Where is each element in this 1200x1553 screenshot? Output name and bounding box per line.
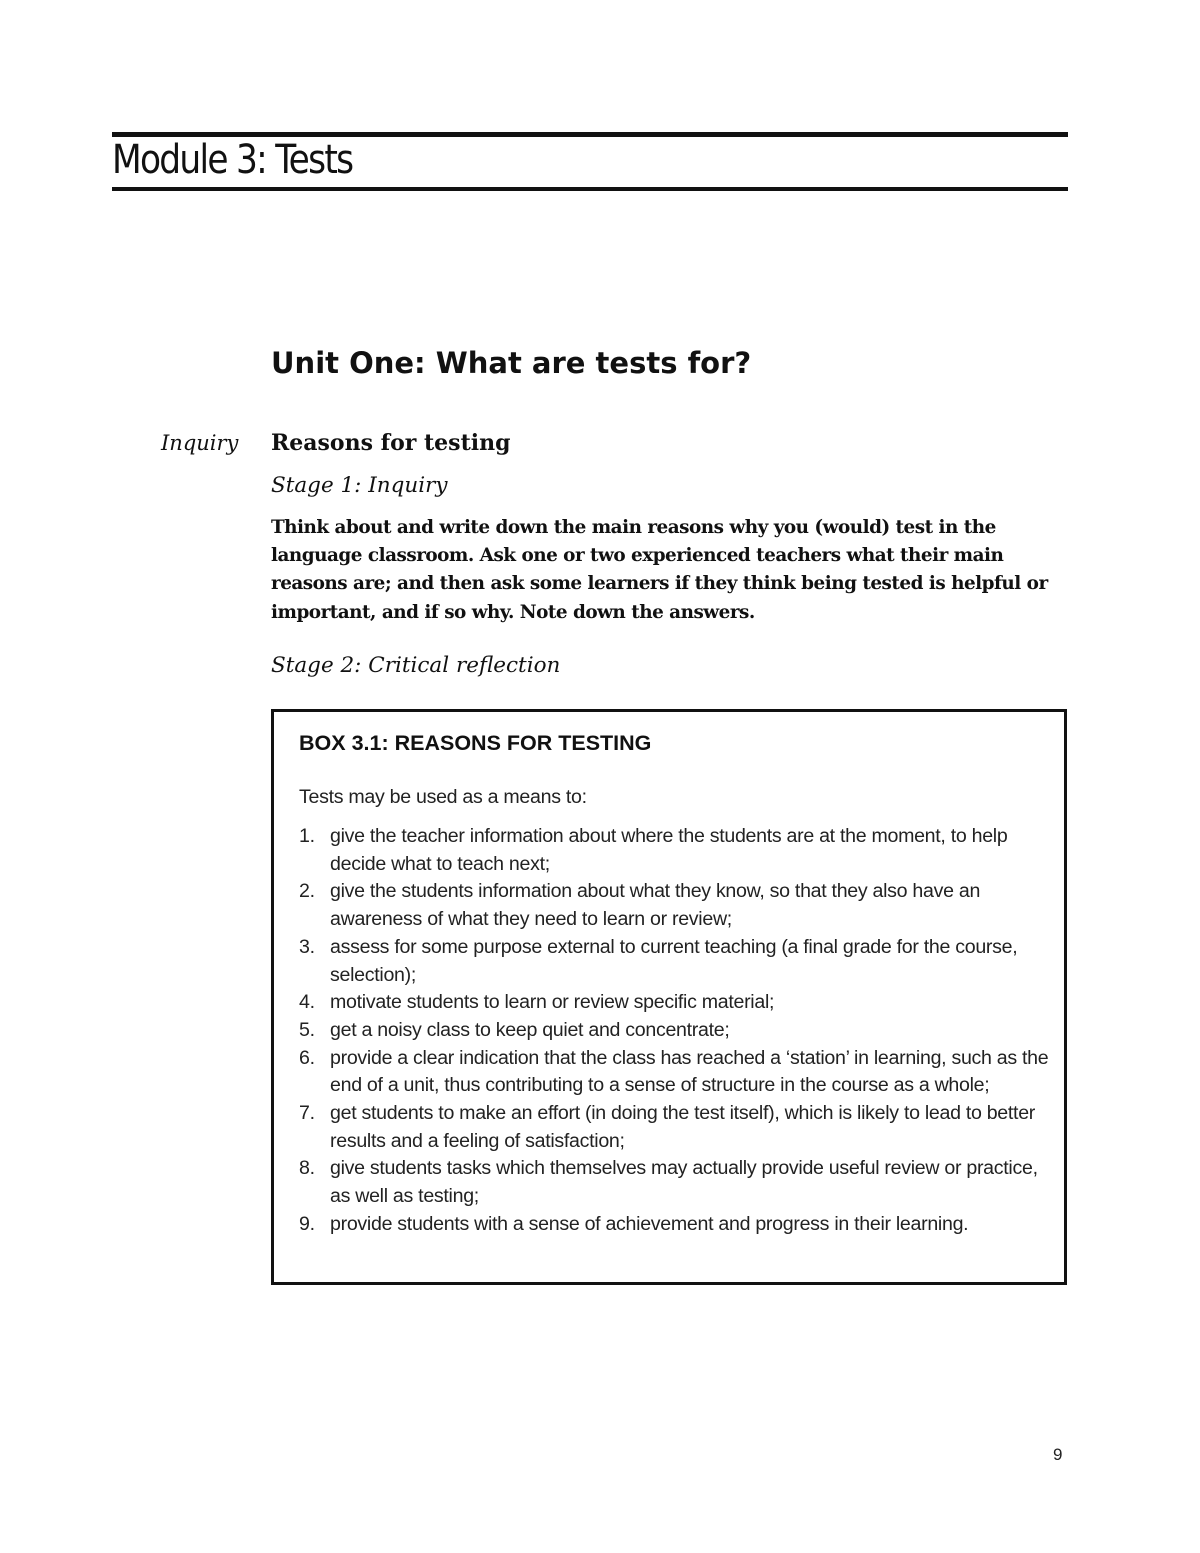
- list-item: [299, 934, 1059, 989]
- list-item-text: give students tasks which themselves may actually provide useful review or practice, as well as testing;: [330, 1157, 1038, 1208]
- list-item-text: assess for some purpose external to current teaching (a final grade for the course, selection);: [330, 935, 1018, 986]
- list-item-text: give the teacher information about where the students are at the moment, to help decide what to teach next;: [330, 825, 1008, 875]
- stage1-heading: Stage 1: Inquiry: [271, 473, 448, 498]
- list-item: [299, 823, 1059, 878]
- list-item-number: 5.: [299, 1018, 315, 1041]
- list-item: [299, 1017, 1059, 1045]
- list-item: [299, 989, 1059, 1017]
- list-item-number: 4.: [299, 991, 315, 1014]
- box-title: BOX 3.1: REASONS FOR TESTING: [299, 731, 652, 755]
- stage1-instructions: Think about and write down the main reasons why you (would) test in the language classroom. Ask one or two experienced teachers what their main reasons are; and then ask some learners if they think being tested is helpful or important, and if so why. Note down the answers.: [271, 517, 1048, 623]
- inquiry-margin-label: Inquiry: [161, 431, 239, 455]
- list-item-number: 9.: [299, 1212, 315, 1235]
- list-item-number: 6.: [299, 1046, 315, 1069]
- list-item-text: give the students information about what they know, so that they also have an awareness of what they need to learn or review;: [330, 880, 981, 931]
- unit-title: Unit One: What are tests for?: [271, 346, 752, 380]
- stage2-heading: Stage 2: Critical reflection: [271, 653, 561, 678]
- header-bottom-rule: [112, 187, 1068, 191]
- list-item: [299, 1211, 1059, 1239]
- list-item-number: 7.: [299, 1102, 315, 1125]
- list-item-text: get a noisy class to keep quiet and concentrate;: [330, 1018, 730, 1041]
- section-heading: Reasons for testing: [271, 430, 511, 456]
- list-item: [299, 1100, 1059, 1155]
- list-item-text: provide a clear indication that the class has reached a ‘station’ in learning, such as the end of a unit, thus contributing to a sense of structure in the course as a whole;: [330, 1046, 1049, 1097]
- box-intro: Tests may be used as a means to:: [299, 786, 587, 808]
- list-item-text: motivate students to learn or review specific material;: [330, 991, 775, 1014]
- list-item-number: 8.: [299, 1157, 315, 1180]
- list-item-text: provide students with a sense of achievement and progress in their learning.: [330, 1212, 969, 1235]
- list-item-number: 2.: [299, 880, 315, 903]
- module-title: Module 3: Tests: [112, 137, 353, 183]
- page-number: 9: [1053, 1445, 1063, 1464]
- list-item-number: 3.: [299, 935, 315, 958]
- list-item: [299, 1155, 1059, 1210]
- list-item: [299, 1045, 1059, 1100]
- reasons-list: [299, 823, 1059, 1239]
- list-item-text: get students to make an effort (in doing the test itself), which is likely to lead to better results and a feeling of satisfaction;: [330, 1102, 1036, 1152]
- list-item: [299, 878, 1059, 933]
- list-item-number: 1.: [299, 825, 315, 847]
- reasons-box: [271, 709, 1067, 1285]
